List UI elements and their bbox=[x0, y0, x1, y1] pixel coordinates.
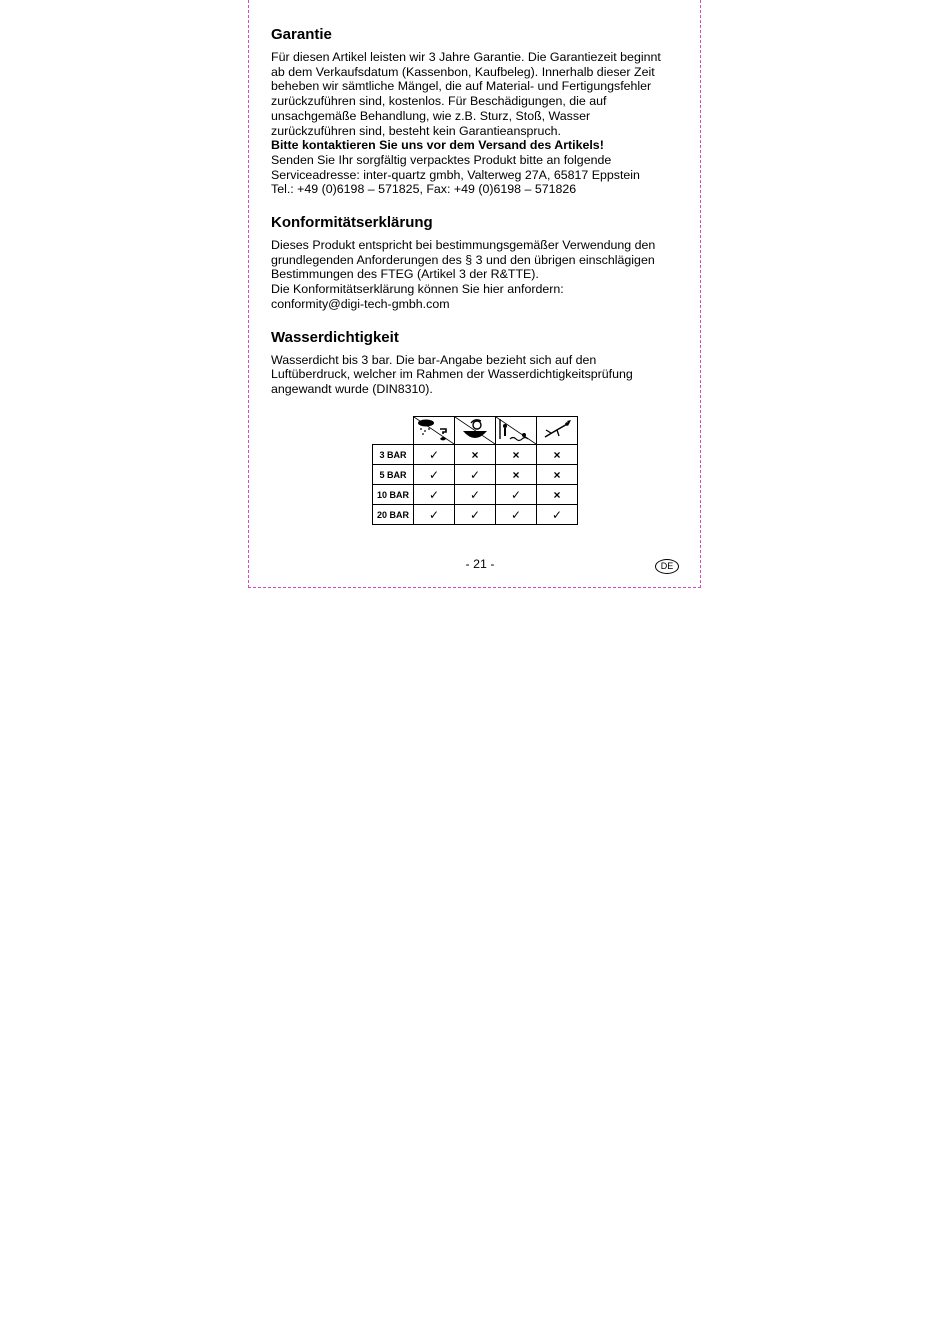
text-line: beheben wir sämtliche Mängel, die auf Material- und Fertigungsfehler bbox=[271, 79, 652, 94]
text-line: Wasserdicht bis 3 bar. Die bar-Angabe bezieht sich auf den bbox=[271, 352, 597, 367]
cross-mark: × bbox=[537, 485, 578, 505]
table-corner bbox=[373, 417, 414, 445]
text-line: unsachgemäße Behandlung, wie z.B. Sturz, Stoß, Wasser bbox=[271, 108, 591, 123]
section-heading-garantie: Garantie bbox=[271, 26, 332, 43]
garantie-paragraph bbox=[271, 50, 681, 197]
check-mark: ✓ bbox=[496, 485, 537, 505]
check-mark: ✓ bbox=[414, 445, 455, 465]
check-mark: ✓ bbox=[537, 505, 578, 525]
row-label: 3 BAR bbox=[373, 445, 414, 465]
text-line: Dieses Produkt entspricht bei bestimmungsgemäßer Verwendung den bbox=[271, 238, 656, 253]
conformity-email: conformity@digi-tech-gmbh.com bbox=[271, 296, 450, 311]
check-mark: ✓ bbox=[414, 505, 455, 525]
row-label: 20 BAR bbox=[373, 505, 414, 525]
check-mark: ✓ bbox=[455, 505, 496, 525]
check-mark: ✓ bbox=[455, 485, 496, 505]
check-mark: ✓ bbox=[414, 485, 455, 505]
text-line: ab dem Verkaufsdatum (Kassenbon, Kaufbeleg). Innerhalb dieser Zeit bbox=[271, 64, 655, 79]
section-heading-wasser: Wasserdichtigkeit bbox=[271, 328, 399, 346]
check-mark: ✓ bbox=[414, 465, 455, 485]
check-mark: ✓ bbox=[496, 505, 537, 525]
table-row bbox=[373, 505, 578, 525]
rain-splash-icon bbox=[414, 417, 455, 445]
table-header-row bbox=[373, 417, 578, 445]
konformitaet-paragraph bbox=[271, 238, 681, 312]
page-content bbox=[271, 26, 681, 397]
cross-mark: × bbox=[496, 465, 537, 485]
contact-phone-fax: Tel.: +49 (0)6198 – 571825, Fax: +49 (0)6198 – 571826 bbox=[271, 182, 577, 197]
diving-icon bbox=[537, 417, 578, 445]
check-mark: ✓ bbox=[455, 465, 496, 485]
cross-mark: × bbox=[455, 445, 496, 465]
cross-mark: × bbox=[496, 445, 537, 465]
table-row bbox=[373, 445, 578, 465]
bathing-icon bbox=[455, 417, 496, 445]
text-line: Die Konformitätserklärung können Sie hier anfordern: bbox=[271, 282, 564, 297]
text-line: zurückzuführen sind, kostenlos. Für Beschädigungen, die auf bbox=[271, 94, 607, 109]
text-line: Senden Sie Ihr sorgfältig verpacktes Produkt bitte an folgende bbox=[271, 152, 612, 167]
row-label: 5 BAR bbox=[373, 465, 414, 485]
text-line: Luftüberdruck, welcher im Rahmen der Wasserdichtigkeitsprüfung bbox=[271, 367, 633, 382]
swimming-icon bbox=[496, 417, 537, 445]
cross-mark: × bbox=[537, 445, 578, 465]
page-number: - 21 - bbox=[465, 557, 495, 571]
language-badge: DE bbox=[655, 559, 679, 574]
wasser-paragraph bbox=[271, 353, 681, 397]
table-row bbox=[373, 485, 578, 505]
water-resistance-table bbox=[372, 416, 578, 525]
table-row bbox=[373, 465, 578, 485]
text-line: Bestimmungen des FTEG (Artikel 3 der R&TTE). bbox=[271, 267, 539, 282]
text-line: grundlegenden Anforderungen des § 3 und den übrigen einschlägigen bbox=[271, 252, 655, 267]
text-line: Für diesen Artikel leisten wir 3 Jahre Garantie. Die Garantiezeit beginnt bbox=[271, 50, 661, 64]
service-address: Serviceadresse: inter-quartz gmbh, Valterweg 27A, 65817 Eppstein bbox=[271, 167, 640, 182]
row-label: 10 BAR bbox=[373, 485, 414, 505]
text-line: zurückzuführen sind, besteht kein Garantieanspruch. bbox=[271, 123, 561, 138]
section-heading-konformitaet: Konformitätserklärung bbox=[271, 214, 433, 232]
cross-mark: × bbox=[537, 465, 578, 485]
contact-notice: Bitte kontaktieren Sie uns vor dem Versand des Artikels! bbox=[271, 138, 604, 153]
text-line: angewandt wurde (DIN8310). bbox=[271, 381, 433, 396]
